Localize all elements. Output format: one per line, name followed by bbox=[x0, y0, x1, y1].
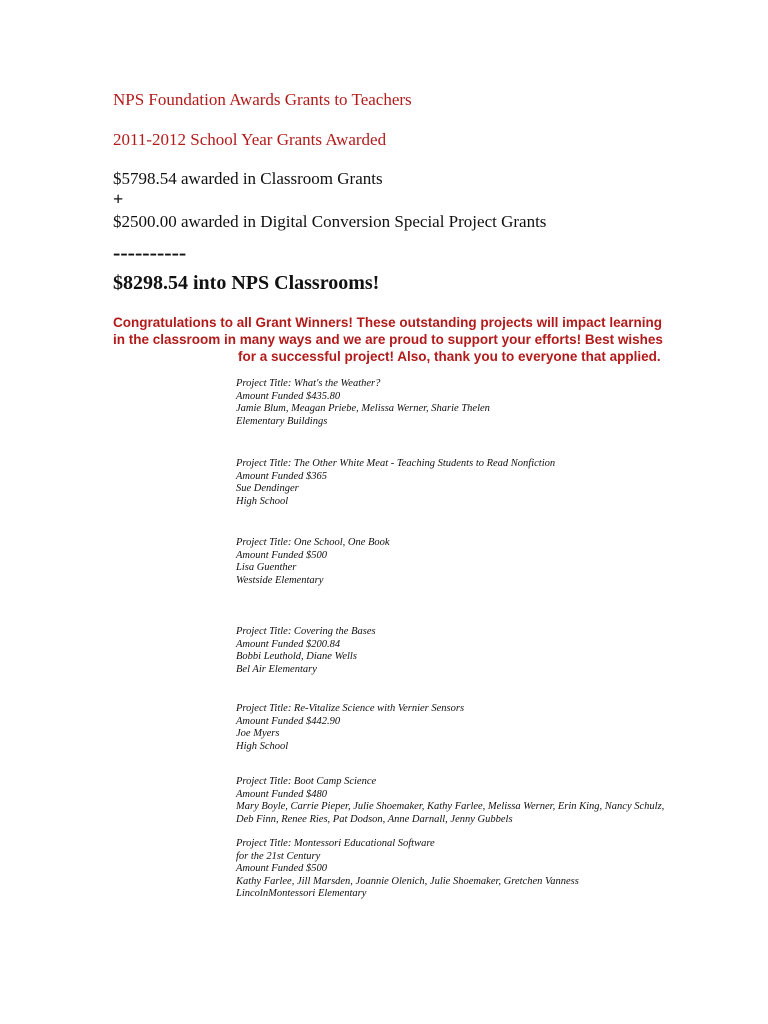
project-school: Westside Elementary bbox=[236, 574, 324, 586]
project-school: High School bbox=[236, 740, 289, 752]
project-title: Project Title: What's the Weather? bbox=[236, 378, 381, 389]
congratulations-message bbox=[113, 314, 663, 365]
congrats-line-1: Congratulations to all Grant Winners! These outstanding projects will impact learning bbox=[113, 315, 662, 330]
project-title: Project Title: Montessori Educational Software bbox=[236, 838, 435, 849]
project-entry bbox=[236, 703, 464, 753]
project-title: Project Title: The Other White Meat - Teaching Students to Read Nonfiction bbox=[236, 458, 556, 469]
congrats-line-3: for a successful project! Also, thank you to everyone that applied. bbox=[238, 349, 661, 364]
total-line: $8298.54 into NPS Classrooms! bbox=[113, 272, 380, 294]
congrats-line-2: in the classroom in many ways and we are proud to support your efforts! Best wishes bbox=[113, 332, 663, 347]
project-school: High School bbox=[236, 495, 289, 507]
project-entry bbox=[236, 458, 555, 508]
project-amount: Amount Funded $200.84 bbox=[236, 638, 341, 650]
project-title: Project Title: Re-Vitalize Science with Vernier Sensors bbox=[236, 703, 465, 714]
project-school: LincolnMontessori Elementary bbox=[236, 888, 367, 899]
project-entry bbox=[236, 378, 490, 428]
project-entry bbox=[236, 776, 666, 826]
project-school: Elementary Buildings bbox=[236, 415, 328, 427]
project-amount: Amount Funded $435.80 bbox=[236, 390, 341, 402]
sum-divider: ---------- bbox=[113, 240, 187, 265]
project-people: Joe Myers bbox=[236, 728, 280, 739]
classroom-grants-line: $5798.54 awarded in Classroom Grants bbox=[113, 169, 383, 188]
page-subtitle: 2011-2012 School Year Grants Awarded bbox=[113, 130, 387, 149]
project-amount: Amount Funded $442.90 bbox=[236, 715, 341, 727]
project-people: Kathy Farlee, Jill Marsden, Joannie Olenich, Julie Shoemaker, Gretchen Vanness bbox=[236, 875, 579, 887]
project-amount: Amount Funded $480 bbox=[236, 788, 327, 800]
project-amount: Amount Funded $500 bbox=[236, 863, 327, 874]
project-entry bbox=[236, 626, 376, 676]
digital-grants-line: $2500.00 awarded in Digital Conversion Special Project Grants bbox=[113, 212, 547, 231]
project-people: Bobbi Leuthold, Diane Wells bbox=[236, 651, 357, 662]
project-school: Bel Air Elementary bbox=[236, 663, 317, 675]
project-amount: Amount Funded $500 bbox=[236, 549, 327, 561]
project-people: Jamie Blum, Meagan Priebe, Melissa Werner, Sharie Thelen bbox=[236, 403, 490, 414]
project-amount: Amount Funded $365 bbox=[236, 470, 327, 482]
project-title: Project Title: One School, One Book bbox=[236, 537, 390, 548]
project-title: Project Title: Boot Camp Science bbox=[236, 776, 377, 787]
project-title: Project Title: Covering the Bases bbox=[236, 626, 376, 637]
project-entry bbox=[236, 838, 579, 901]
project-entry bbox=[236, 537, 390, 587]
project-people: Lisa Guenther bbox=[236, 562, 297, 573]
page-title: NPS Foundation Awards Grants to Teachers bbox=[113, 90, 412, 109]
plus-sign: + bbox=[113, 189, 124, 209]
project-people: Sue Dendinger bbox=[236, 483, 299, 494]
project-people: Mary Boyle, Carrie Pieper, Julie Shoemaker, Kathy Farlee, Melissa Werner, Erin King, Nancy Schulz, Deb Finn, Renee Ries, Pat Dodson, Anne Darnall, Jenny Gubbels bbox=[236, 801, 665, 825]
project-title-continued: for the 21st Century bbox=[236, 850, 321, 862]
